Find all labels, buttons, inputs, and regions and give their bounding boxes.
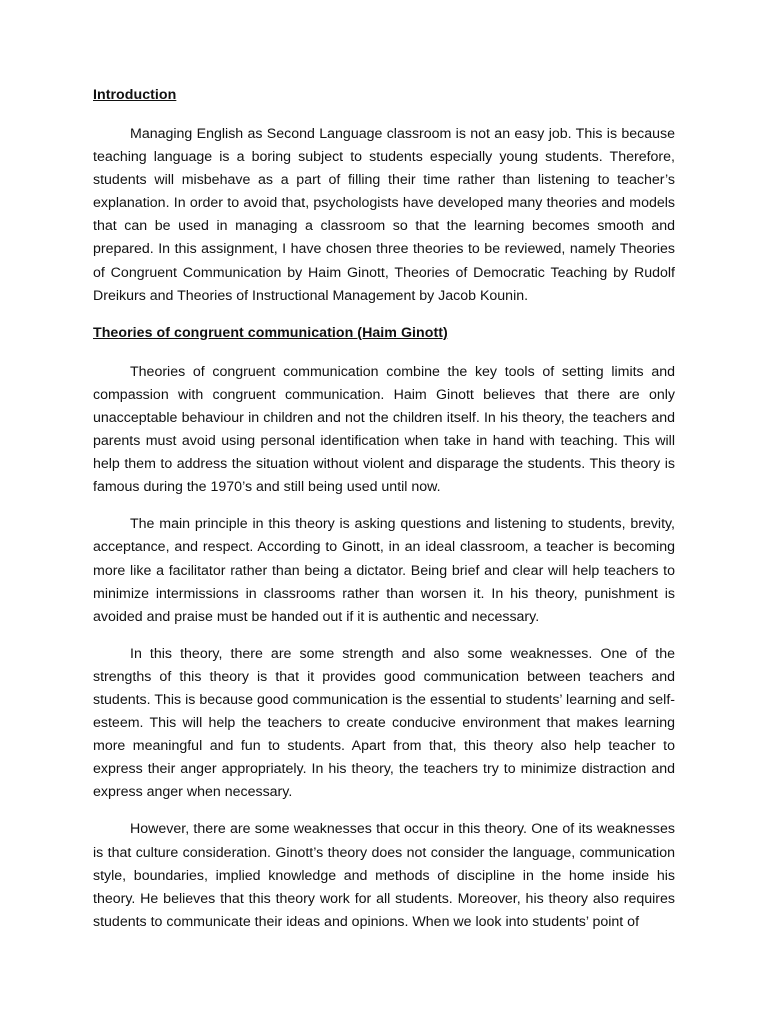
section-heading-congruent-communication: Theories of congruent communication (Haim Ginott)	[93, 324, 448, 341]
paragraph-introduction: Managing English as Second Language classroom is not an easy job. This is because teaching language is a boring subject to students especially young students. Therefore, students will misbehave as a part of filling their time rather than listening to teacher’s explanation. In order to avoid that, psychologists have developed many theories and models that can be used in managing a classroom so that the learning becomes smooth and prepared. In this assignment, I have chosen three theories to be reviewed, namely Theories of Congruent Communication by Haim Ginott, Theories of Democratic Teaching by Rudolf Dreikurs and Theories of Instructional Management by Jacob Kounin.	[93, 126, 675, 304]
document-page	[93, 84, 675, 934]
paragraph-congruent-overview: Theories of congruent communication combine the key tools of setting limits and compassion with congruent communication. Haim Ginott believes that there are only unacceptable behaviour in children and not the children itself. In his theory, the teachers and parents must avoid using personal identification when take in hand with teaching. This will help them to address the situation without violent and disparage the students. This theory is famous during the 1970’s and still being used until now.	[93, 363, 675, 496]
paragraph-weaknesses: However, there are some weaknesses that occur in this theory. One of its weaknesses is that culture consideration. Ginott’s theory does not consider the language, communication style, boundaries, implied knowledge and methods of discipline in the home inside his theory. He believes that this theory work for all students. Moreover, his theory also requires students to communicate their ideas and opinions. When we look into students’ point of	[93, 821, 675, 930]
section-heading-introduction: Introduction	[93, 87, 177, 103]
paragraph-strengths: In this theory, there are some strength and also some weaknesses. One of the strengths of this theory is that it provides good communication between teachers and students. This is because good communication is the essential to students’ learning and self-esteem. This will help the teachers to create conducive environment that makes learning more meaningful and fun to students. Apart from that, this theory also help teacher to express their anger appropriately. In his theory, the teachers try to minimize distraction and express anger when necessary.	[93, 645, 675, 801]
paragraph-main-principle: The main principle in this theory is asking questions and listening to students, brevity, acceptance, and respect. According to Ginott, in an ideal classroom, a teacher is becoming more like a facilitator rather than being a dictator. Being brief and clear will help teachers to minimize intermissions in classrooms rather than worsen it. In his theory, punishment is avoided and praise must be handed out if it is authentic and necessary.	[93, 516, 675, 625]
